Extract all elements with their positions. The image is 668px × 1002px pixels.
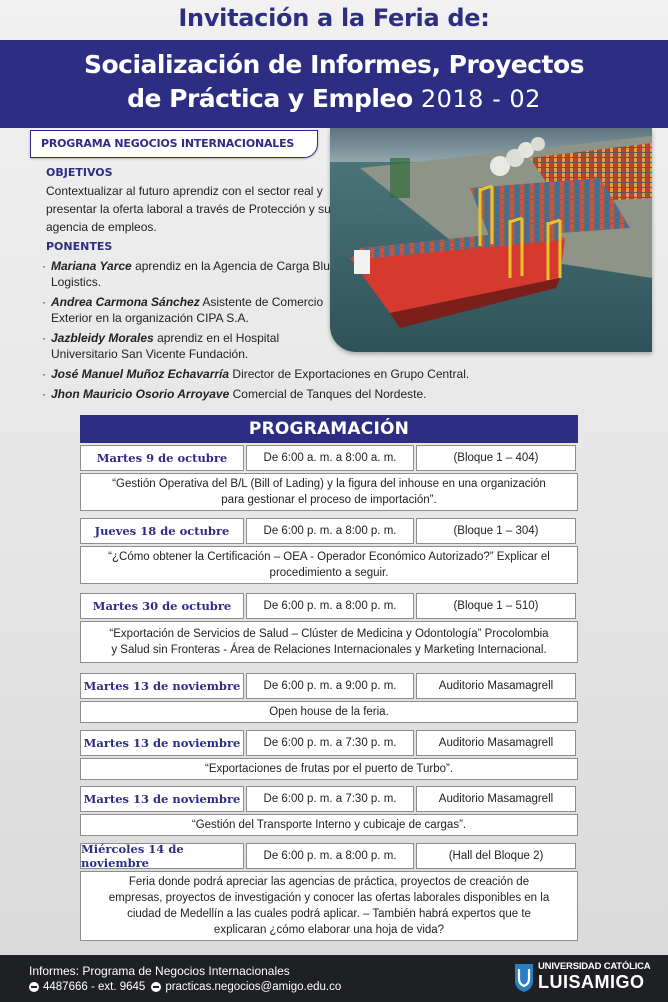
footer-phone: 4487666 - ext. 9645: [43, 981, 146, 993]
speaker-item: · Andrea Carmona Sánchez Asistente de Comercio Exterior en la organización CIPA S.A.: [42, 295, 324, 325]
event-time: De 6:00 a. m. a 8:00 a. m.: [246, 445, 414, 471]
event-place: Auditorio Masamagrell: [416, 786, 576, 812]
event-place: Auditorio Masamagrell: [416, 730, 576, 756]
event-block: [80, 445, 578, 511]
event-time: De 6:00 p. m. a 8:00 p. m.: [246, 593, 414, 619]
logo-name: LUISAMIGO: [538, 972, 645, 992]
objetivos-text: Contextualizar al futuro aprendiz con el sector real y presentar la oferta laboral a través de Protección y su agencia de empleos.: [46, 184, 331, 234]
title-banner: [0, 40, 668, 128]
footer-contact: [29, 981, 341, 993]
main-title-line2: [0, 82, 668, 116]
phone-icon: [29, 982, 39, 992]
event-block: [80, 786, 578, 836]
speakers-list: [42, 258, 482, 406]
speaker-role: aprendiz en la Agencia de Carga Blu Logistics.: [51, 259, 330, 289]
speaker-item: · Jhon Mauricio Osorio Arroyave Comercial de Tanques del Nordeste.: [42, 387, 427, 401]
event-description: “Gestión Operativa del B/L (Bill of Lading) y la figura del inhouse en una organización para gestionar el proceso de importación”.: [80, 473, 578, 511]
event-time: De 6:00 p. m. a 9:00 p. m.: [246, 673, 414, 699]
speaker-name: José Manuel Muñoz Echavarría: [51, 367, 230, 381]
speaker-item: · Jazbleidy Morales aprendiz en el Hospital Universitario San Vicente Fundación.: [42, 331, 280, 361]
speaker-item: · Mariana Yarce aprendiz en la Agencia de Carga Blu Logistics.: [42, 259, 330, 289]
university-logo: [514, 961, 654, 995]
event-time: De 6:00 p. m. a 7:30 p. m.: [246, 730, 414, 756]
ponentes-heading: PONENTES: [46, 240, 113, 253]
event-place: (Bloque 1 – 404): [416, 445, 576, 471]
speaker-role: Asistente de Comercio Exterior en la organización CIPA S.A.: [51, 295, 324, 325]
event-description: “¿Cómo obtener la Certificación – OEA - Operador Económico Autorizado?” Explicar el procedimiento a seguir.: [80, 546, 578, 584]
event-block: [80, 730, 578, 780]
speaker-name: Mariana Yarce: [51, 259, 132, 273]
event-time: De 6:00 p. m. a 7:30 p. m.: [246, 786, 414, 812]
speaker-role: Comercial de Tanques del Nordeste.: [232, 387, 427, 401]
email-icon: [151, 982, 161, 992]
schedule-header: [80, 415, 578, 443]
event-date: Jueves 18 de octubre: [80, 518, 244, 544]
event-block: [80, 673, 578, 723]
event-description: “Exportaciones de frutas por el puerto de Turbo”.: [80, 758, 578, 780]
event-date: Martes 13 de noviembre: [80, 730, 244, 756]
event-date: Martes 13 de noviembre: [80, 673, 244, 699]
logo-top-text: UNIVERSIDAD CATÓLICA: [538, 961, 651, 972]
speaker-name: Jazbleidy Morales: [51, 331, 154, 345]
event-block: [80, 843, 578, 941]
speaker-name: Andrea Carmona Sánchez: [51, 295, 200, 309]
program-label: PROGRAMA NEGOCIOS INTERNACIONALES: [41, 137, 295, 150]
speaker-name: Jhon Mauricio Osorio Arroyave: [51, 387, 230, 401]
event-description: Open house de la feria.: [80, 701, 578, 723]
year-label: 2018 - 02: [420, 85, 541, 113]
event-place: (Hall del Bloque 2): [416, 843, 576, 869]
event-date: Martes 9 de octubre: [80, 445, 244, 471]
event-date: Martes 13 de noviembre: [80, 786, 244, 812]
event-place: (Bloque 1 – 510): [416, 593, 576, 619]
speaker-role: Director de Exportaciones en Grupo Central.: [232, 367, 470, 381]
event-date: Martes 30 de octubre: [80, 593, 244, 619]
event-place: Auditorio Masamagrell: [416, 673, 576, 699]
program-tab: [30, 130, 318, 158]
speaker-role: aprendiz en el Hospital Universitario San Vicente Fundación.: [51, 331, 280, 361]
event-time: De 6:00 p. m. a 8:00 p. m.: [246, 843, 414, 869]
event-date: Miércoles 14 de noviembre: [80, 843, 244, 869]
shield-icon: [514, 963, 534, 993]
event-place: (Bloque 1 – 304): [416, 518, 576, 544]
event-description: Feria donde podrá apreciar las agencias de práctica, proyectos de creación de empresas, proyectos de investigación y conocer las ofertas laborales disponibles en la ciudad de Medellín a las cuales podrá aplicar. – También habrá expertos que te explicaran ¿cómo elaborar una hoja de vida?: [80, 871, 578, 941]
main-title-line2-text: de Práctica y Empleo: [127, 84, 413, 113]
event-block: [80, 593, 578, 663]
event-block: [80, 518, 578, 584]
invitation-title: Invitación a la Feria de:: [178, 4, 490, 32]
main-title-line1: Socialización de Informes, Proyectos: [83, 50, 585, 79]
objetivos-heading: OBJETIVOS: [46, 166, 113, 179]
footer-info: Informes: Programa de Negocios Internacionales: [29, 964, 290, 978]
event-description: “Exportación de Servicios de Salud – Clúster de Medicina y Odontología” Procolombia y Salud sin Fronteras - Área de Relaciones Internacionales y Marketing Internacional.: [80, 621, 578, 663]
footer-email[interactable]: practicas.negocios@amigo.edu.co: [165, 981, 342, 993]
event-description: “Gestión del Transporte Interno y cubicaje de cargas”.: [80, 814, 578, 836]
speaker-item: · José Manuel Muñoz Echavarría Director de Exportaciones en Grupo Central.: [42, 367, 470, 381]
event-time: De 6:00 p. m. a 8:00 p. m.: [246, 518, 414, 544]
schedule-heading: PROGRAMACIÓN: [248, 419, 410, 439]
